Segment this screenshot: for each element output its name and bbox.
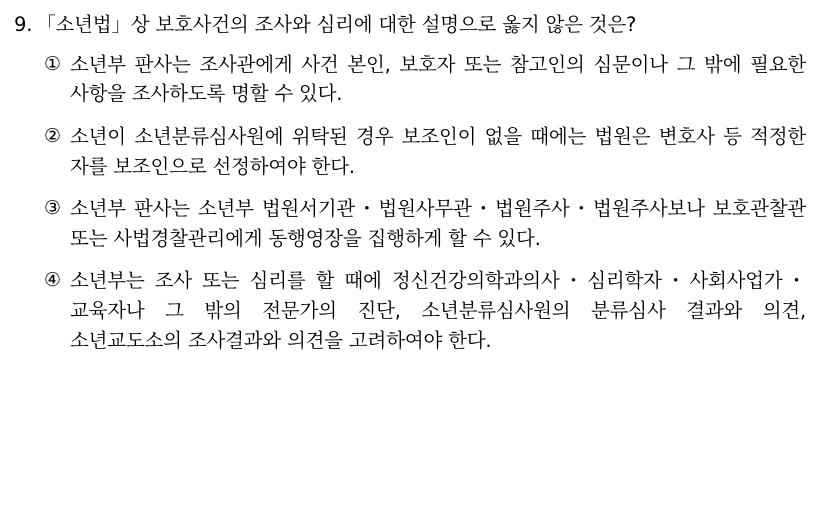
- question-block: [14, 10, 812, 40]
- choice-marker-4: ④: [44, 269, 61, 292]
- choice-text-3: 소년부 판사는 소년부 법원서기관・법원사무관・법원주사・법원주사보나 보호관찰관 또는 사법경찰관리에게 동행영장을 집행하게 할 수 있다.: [70, 197, 806, 250]
- choice-text-1: 소년부 판사는 조사관에게 사건 본인, 보호자 또는 참고인의 심문이나 그 밖에 필요한 사항을 조사하도록 명할 수 있다.: [70, 52, 807, 106]
- choice-marker-1: ①: [44, 52, 61, 75]
- question-number: 9.: [14, 13, 33, 36]
- choice-list: [14, 50, 812, 356]
- choice-option-4[interactable]: [44, 266, 812, 355]
- choice-marker-2: ②: [44, 124, 61, 147]
- choice-text-2: 소년이 소년분류심사원에 위탁된 경우 보조인이 없을 때에는 법원은 변호사 등 적정한 자를 보조인으로 선정하여야 한다.: [70, 124, 806, 178]
- choice-text-4: 소년부는 조사 또는 심리를 할 때에 정신건강의학과의사・심리학자・사회사업가・교육자나 그 밖의 전문가의 진단, 소년분류심사원의 분류심사 결과와 의견, 소년교도소의 조사결과와 의견을 고려하여야 한다.: [70, 269, 806, 352]
- question-text: 「소년법」상 보호사건의 조사와 심리에 대한 설명으로 옳지 않은 것은?: [36, 13, 637, 36]
- choice-option-3[interactable]: [44, 194, 812, 253]
- choice-option-1[interactable]: [44, 50, 812, 109]
- choice-option-2[interactable]: [44, 122, 812, 181]
- choice-marker-3: ③: [44, 197, 61, 220]
